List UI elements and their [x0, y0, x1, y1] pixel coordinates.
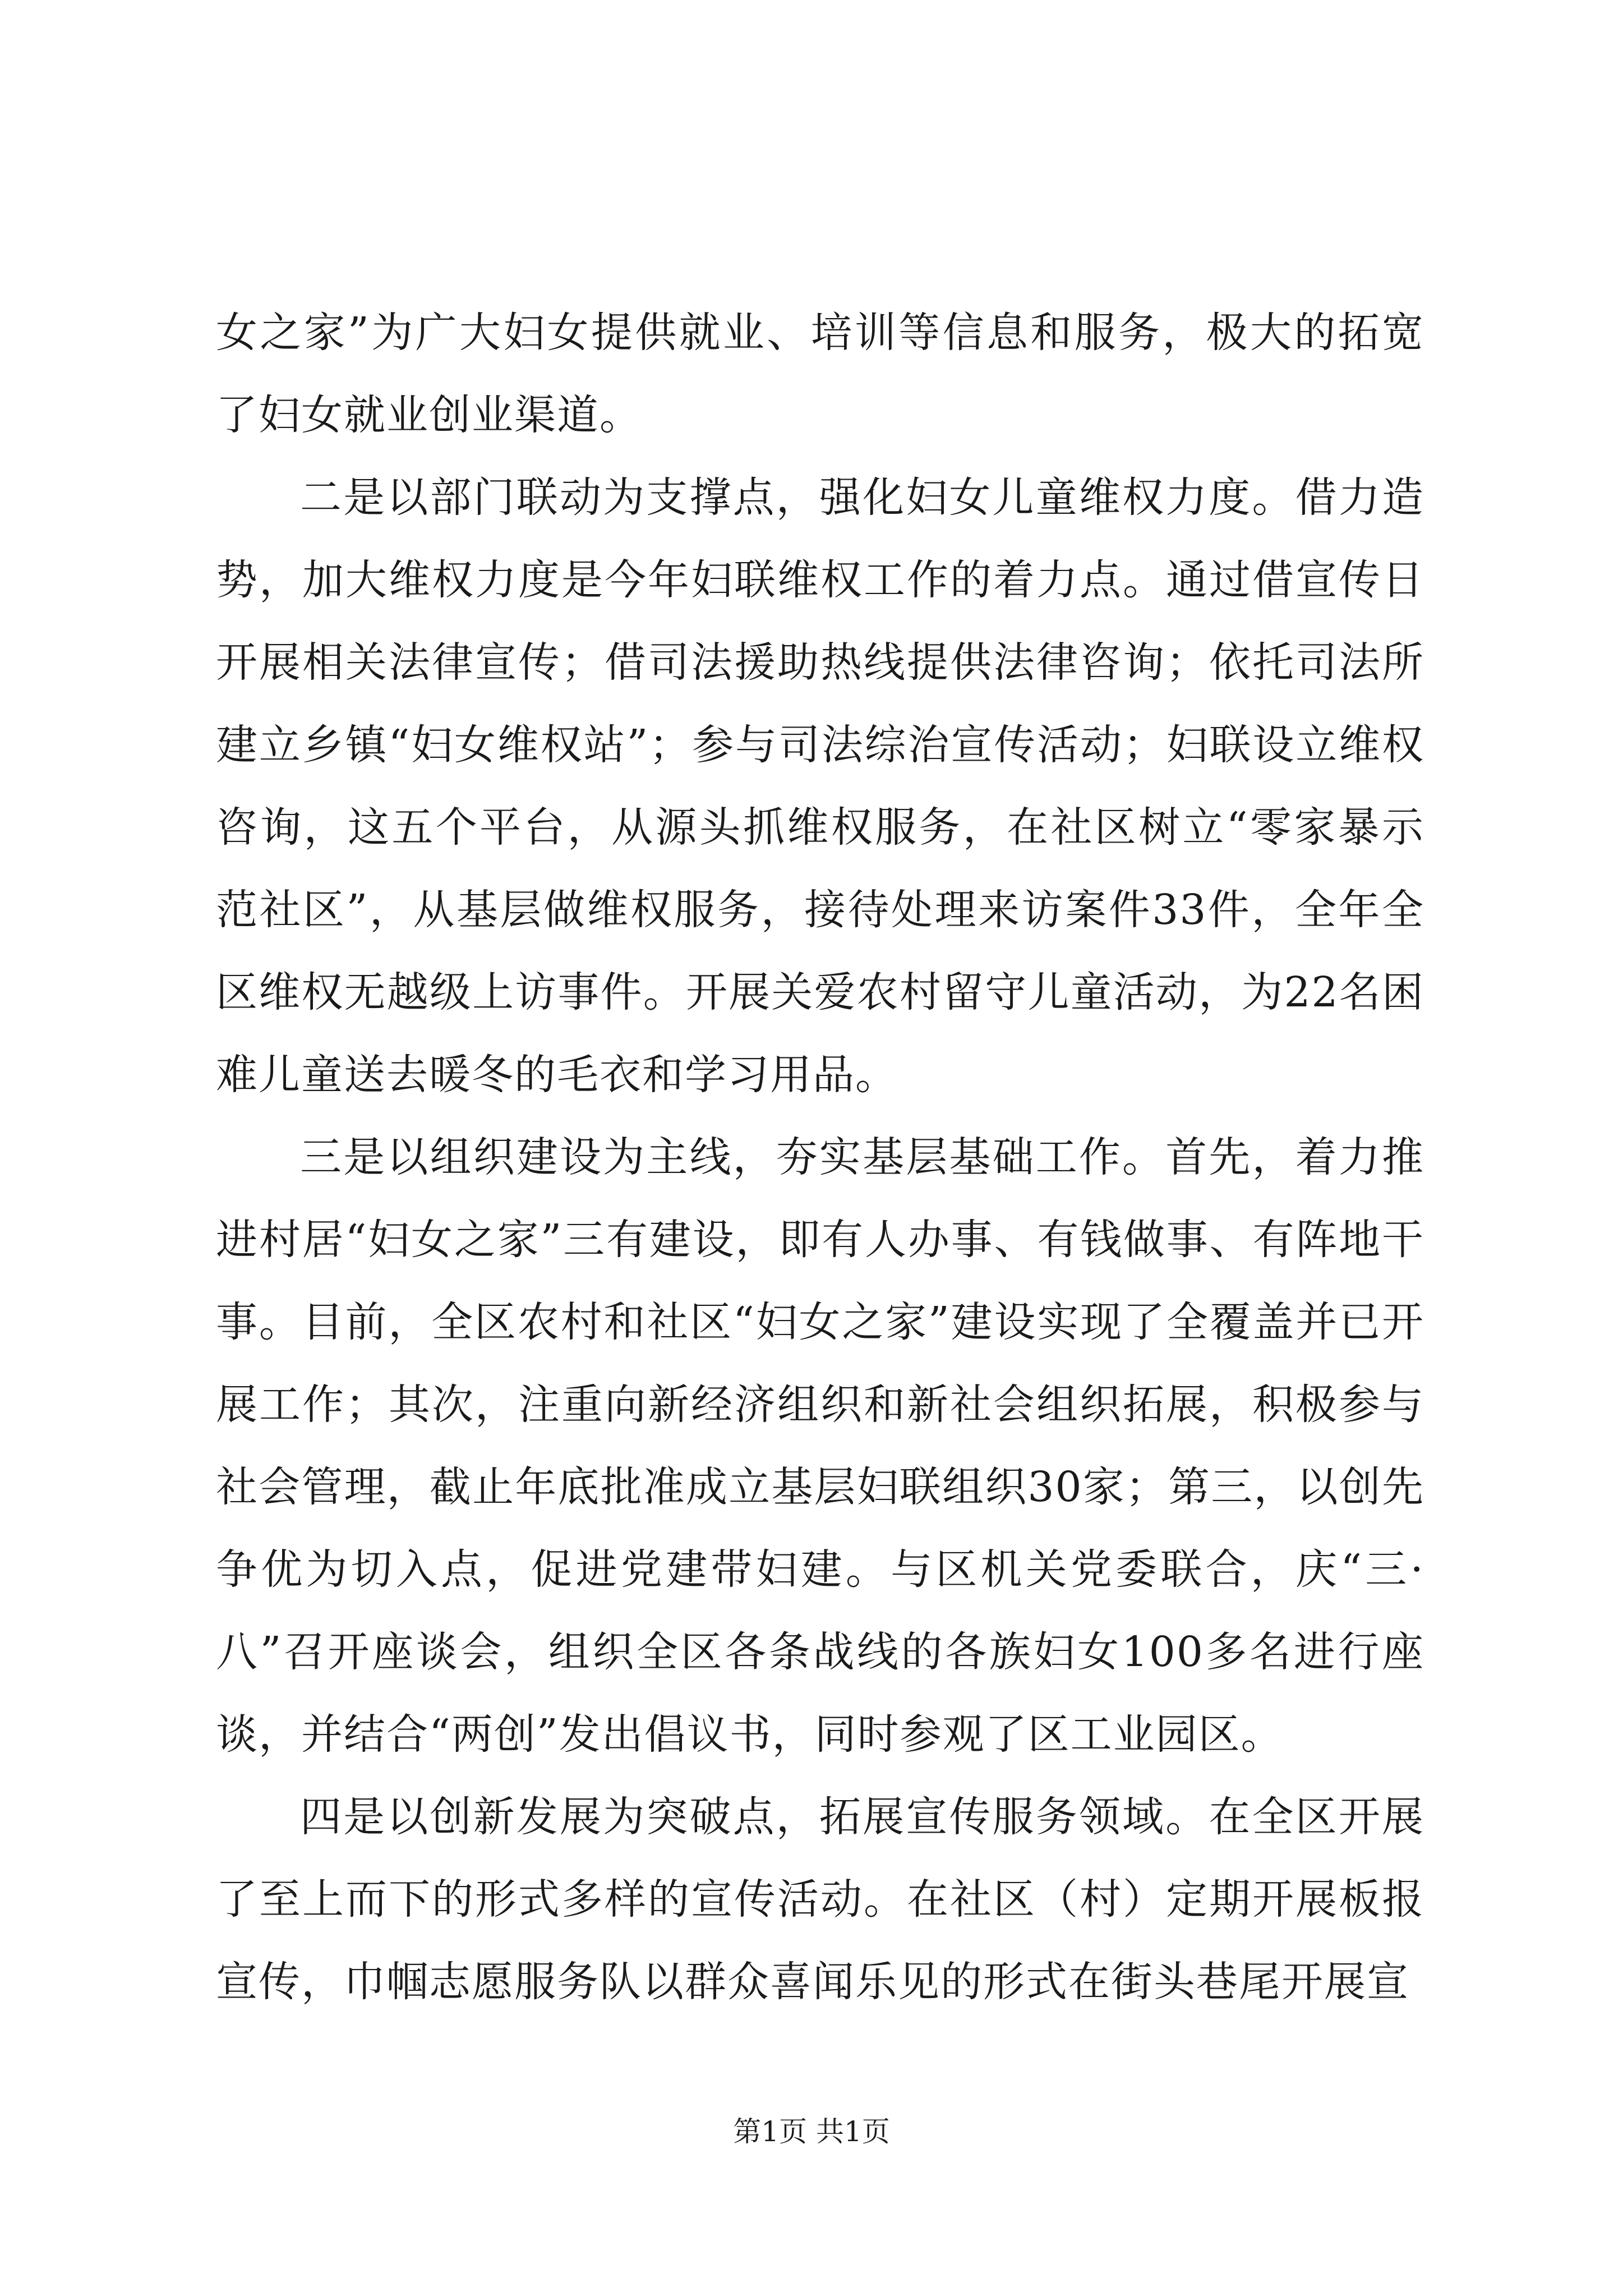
paragraph-continuation: 女之家”为广大妇女提供就业、培训等信息和服务，极大的拓宽了妇女就业创业渠道。: [216, 309, 1424, 439]
document-body: [216, 292, 1424, 2023]
paragraph-organization-building: 三是以组织建设为主线，夯实基层基础工作。首先，着力推进村居“妇女之家”三有建设，即有人办事、有钱做事、有阵地干事。目前，全区农村和社区“妇女之家”建设实现了全覆盖并已开展工作；其次，注重向新经济组织和新社会组织拓展，积极参与社会管理，截止年底批准成立基层妇联组织30家；第三，以创先争优为切入点，促进党建带妇建。与区机关党委联合，庆“三·八”召开座谈会，组织全区各条战线的各族妇女100多名进行座谈，并结合“两创”发出倡议书，同时参观了区工业园区。: [216, 1133, 1424, 1759]
paragraph-rights-protection: 二是以部门联动为支撑点，强化妇女儿童维权力度。借力造势，加大维权力度是今年妇联维权工作的着力点。通过借宣传日开展相关法律宣传；借司法援助热线提供法律咨询；依托司法所建立乡镇“妇女维权站”；参与司法综治宣传活动；妇联设立维权咨询，这五个平台，从源头抓维权服务，在社区树立“零家暴示范社区”，从基层做维权服务，接待处理来访案件33件，全年全区维权无越级上访事件。开展关爱农村留守儿童活动，为22名困难儿童送去暖冬的毛衣和学习用品。: [216, 473, 1424, 1099]
page-footer: 第1页 共1页: [733, 2115, 890, 2148]
paragraph-innovation-publicity: 四是以创新发展为突破点，拓展宣传服务领域。在全区开展了至上而下的形式多样的宣传活动。在社区（村）定期开展板报宣传，巾帼志愿服务队以群众喜闻乐见的形式在街头巷尾开展宣: [216, 1793, 1424, 2006]
